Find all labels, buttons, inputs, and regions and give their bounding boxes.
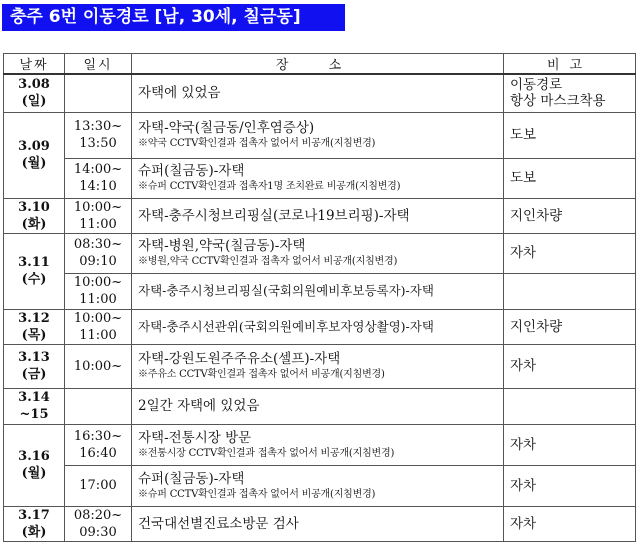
remark-cell: 자차	[504, 344, 636, 388]
header-time: 일시	[65, 54, 132, 75]
time-cell: 10:00~ 11:00	[65, 273, 132, 309]
place-cell: 자택-강원도원주주유소(셀프)-자택 ※주유소 CCTV확인결과 접촉자 없어서 비공개(지침변경)	[132, 344, 504, 388]
time-cell: 16:30~ 16:40	[65, 424, 132, 465]
remark-cell	[504, 388, 636, 424]
date-cell: 3.17 (화)	[4, 506, 65, 541]
remark-cell: 자차	[504, 424, 636, 465]
remark-cell: 자차	[504, 233, 636, 273]
remark-cell: 자차	[504, 465, 636, 506]
date-cell: 3.13 (금)	[4, 344, 65, 388]
remark-cell: 도보	[504, 158, 636, 198]
place-cell: 자택-충주시선관위(국회의원예비후보자영상촬영)-자택	[132, 309, 504, 344]
table-row	[4, 233, 636, 273]
remark-cell: 이동경로 항상 마스크착용	[504, 74, 636, 112]
time-cell	[65, 74, 132, 112]
time-cell: 14:00~ 14:10	[65, 158, 132, 198]
table-row	[4, 309, 636, 344]
header-place: 장 소	[132, 54, 504, 75]
date-cell: 3.16 (월)	[4, 424, 65, 506]
table-row	[4, 158, 636, 198]
date-cell: 3.10 (화)	[4, 198, 65, 233]
place-cell: 2일간 자택에 있었음	[132, 388, 504, 424]
place-cell: 건국대선별진료소방문 검사	[132, 506, 504, 541]
place-cell: 자택-약국(칠금동/인후염증상) ※약국 CCTV확인결과 접촉자 없어서 비공개(지침변경)	[132, 112, 504, 158]
table-row	[4, 273, 636, 309]
date-cell: 3.14 ~15	[4, 388, 65, 424]
place-cell: 자택-충주시청브리핑실(코로나19브리핑)-자택	[132, 198, 504, 233]
date-cell: 3.12 (목)	[4, 309, 65, 344]
time-cell	[65, 388, 132, 424]
table-row	[4, 388, 636, 424]
table-row	[4, 74, 636, 112]
place-cell: 슈퍼(칠금동)-자택 ※슈퍼 CCTV확인결과 접촉자1명 조치완료 비공개(지침변경)	[132, 158, 504, 198]
remark-cell: 자차	[504, 506, 636, 541]
time-cell: 08:20~ 09:30	[65, 506, 132, 541]
place-cell: 자택-충주시청브리핑실(국회의원예비후보등록자)-자택	[132, 273, 504, 309]
place-cell: 자택-전통시장 방문 ※전통시장 CCTV확인결과 접촉자 없어서 비공개(지침변경)	[132, 424, 504, 465]
page-title: 충주 6번 이동경로 [남, 30세, 칠금동]	[2, 4, 345, 31]
table-row	[4, 344, 636, 388]
time-cell: 08:30~ 09:10	[65, 233, 132, 273]
date-cell: 3.08 (일)	[4, 74, 65, 112]
time-cell: 10:00~ 11:00	[65, 309, 132, 344]
route-table	[3, 53, 636, 542]
table-row	[4, 506, 636, 541]
remark-cell	[504, 273, 636, 309]
table-row	[4, 424, 636, 465]
date-cell: 3.09 (월)	[4, 112, 65, 198]
note-text: ※병원,약국 CCTV확인결과 접촉자 없어서 비공개(지침변경)	[138, 256, 398, 267]
header-row	[4, 54, 636, 75]
table-row	[4, 465, 636, 506]
time-cell: 17:00	[65, 465, 132, 506]
note-text: ※슈퍼 CCTV확인결과 접촉자 없어서 비공개(지침변경)	[138, 488, 376, 500]
note-text: ※주유소 CCTV확인결과 접촉자 없어서 비공개(지침변경)	[138, 369, 385, 380]
header-remark: 비고	[504, 54, 636, 75]
table-row	[4, 112, 636, 158]
remark-cell: 지인차량	[504, 198, 636, 233]
place-cell: 슈퍼(칠금동)-자택 ※슈퍼 CCTV확인결과 접촉자 없어서 비공개(지침변경)	[132, 465, 504, 506]
time-cell: 13:30~ 13:50	[65, 112, 132, 158]
table-row	[4, 198, 636, 233]
time-cell: 10:00~ 11:00	[65, 198, 132, 233]
time-cell: 10:00~	[65, 344, 132, 388]
note-text: ※전통시장 CCTV확인결과 접촉자 없어서 비공개(지침변경)	[138, 447, 395, 459]
place-cell: 자택-병원,약국(칠금동)-자택 ※병원,약국 CCTV확인결과 접촉자 없어서 비공개(지침변경)	[132, 233, 504, 273]
note-text: ※슈퍼 CCTV확인결과 접촉자1명 조치완료 비공개(지침변경)	[138, 181, 401, 192]
header-date: 날짜	[4, 54, 65, 75]
place-cell: 자택에 있었음	[132, 74, 504, 112]
remark-cell: 지인차량	[504, 309, 636, 344]
remark-cell: 도보	[504, 112, 636, 158]
date-cell: 3.11 (수)	[4, 233, 65, 309]
note-text: ※약국 CCTV확인결과 접촉자 없어서 비공개(지침변경)	[138, 138, 376, 149]
